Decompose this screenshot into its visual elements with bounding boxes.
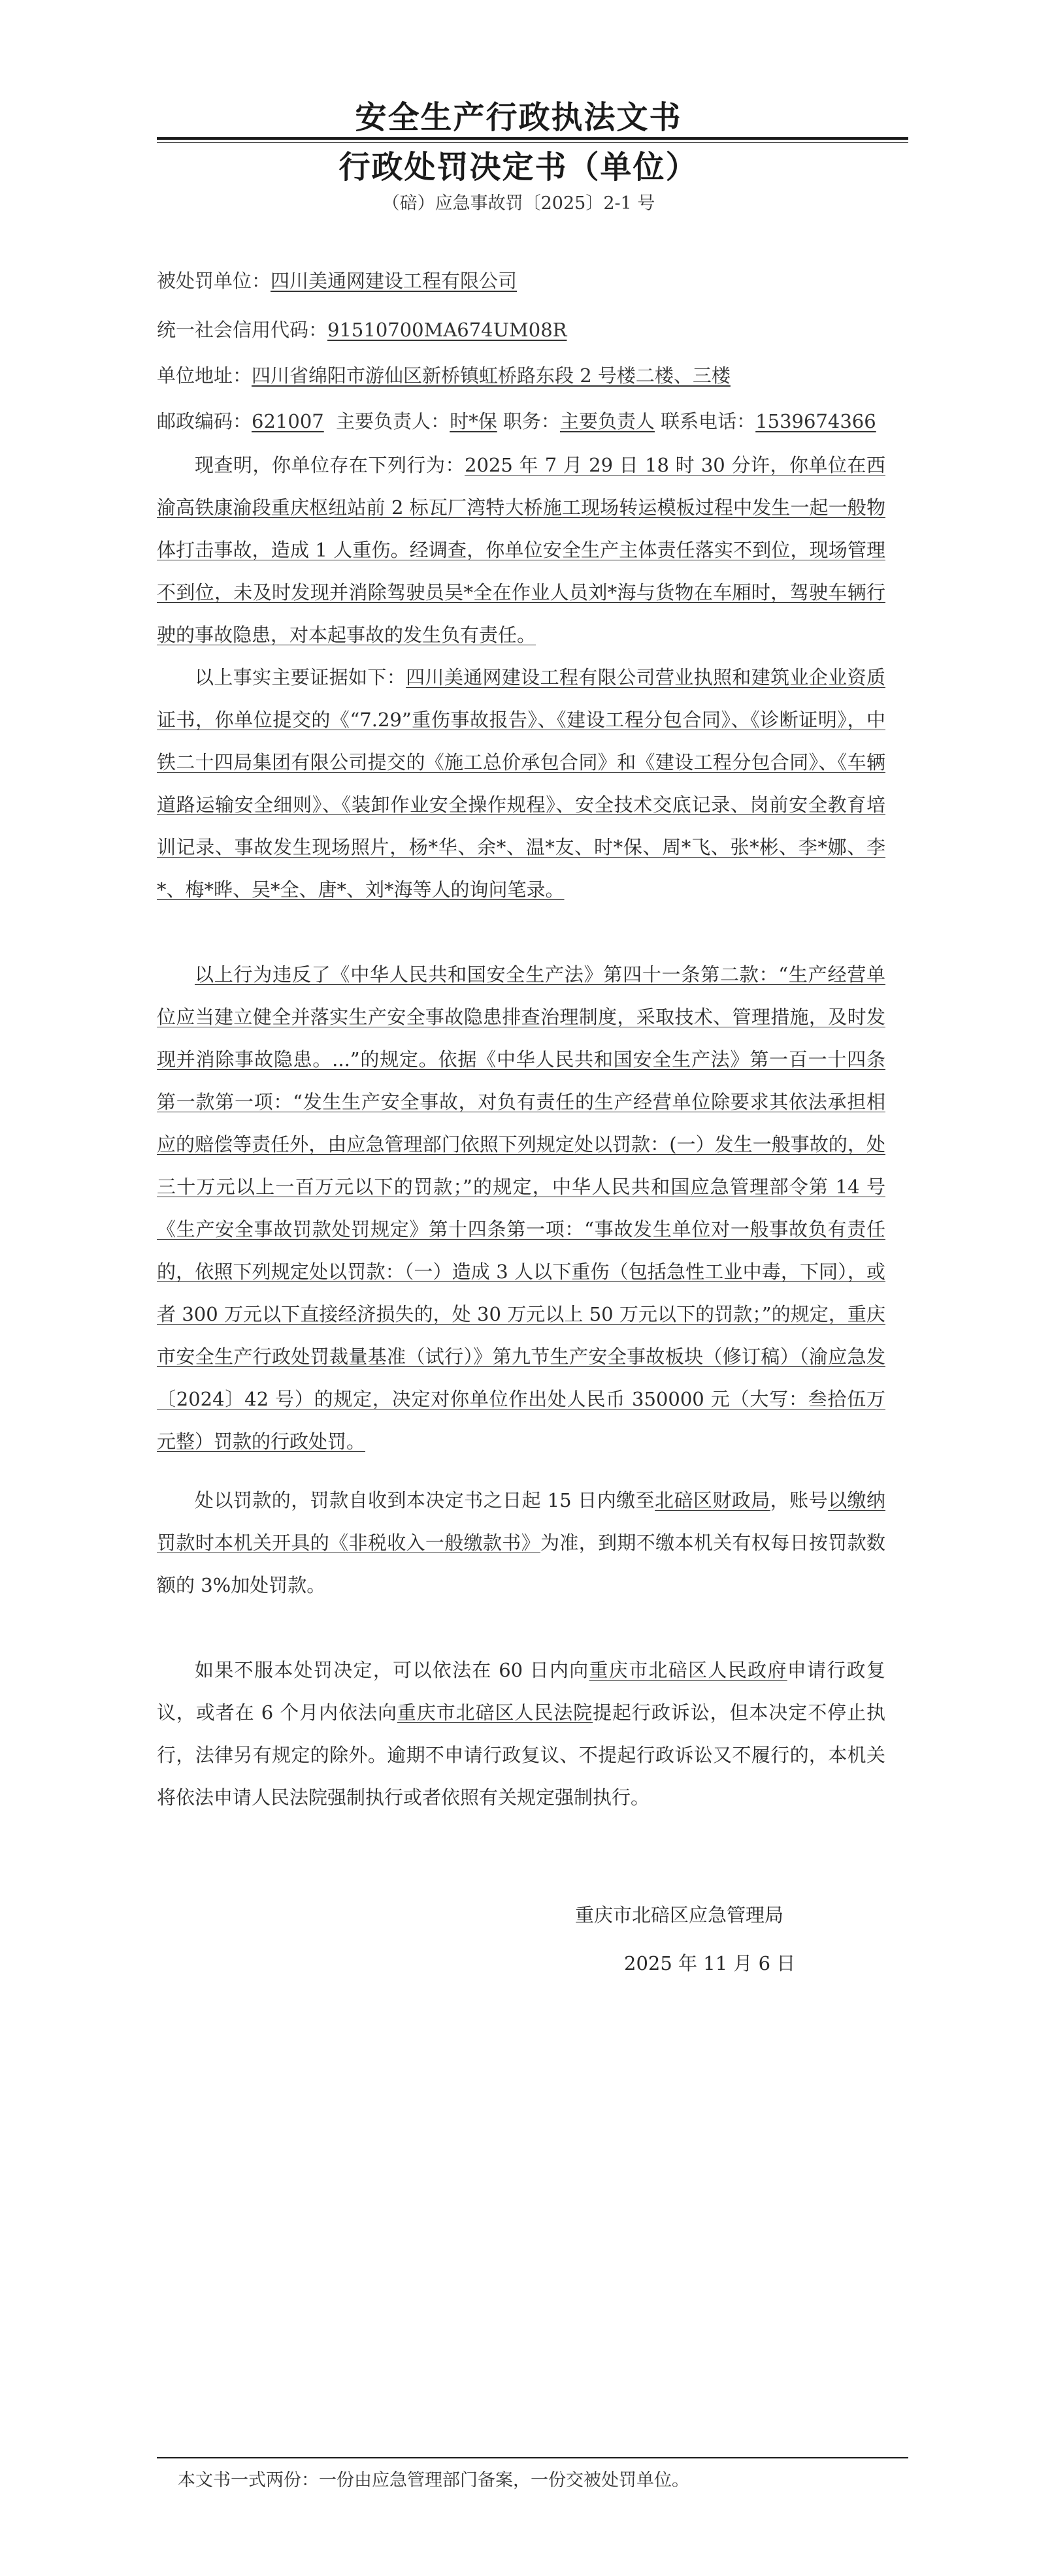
paragraph-legal-basis (157, 954, 885, 1463)
facts-body: 2025 年 7 月 29 日 18 时 30 分许，你单位在西渝高铁康渝段重庆枢纽站前 2 标瓦厂湾特大桥施工现场转运模板过程中发生一起一般物体打击事故，造成 1 人重伤。经调查，你单位安全生产主体责任落实不到位，现场管理不到位，未及时发现并消除驾驶员吴*全在作业人员刘*海与货物在车厢时，驾驶车辆行驶的事故隐患，对本起事故的发生负有责任。 (157, 454, 885, 646)
postcode-label: 邮政编码： (157, 410, 252, 432)
position-value: 主要负责人 (559, 410, 655, 432)
payment-account: 以缴纳罚款时本机关开具的《非税收入一般缴款书》 (157, 1489, 885, 1554)
position-label: 职务： (502, 410, 560, 432)
payment-a: 处以罚款的，罚款自收到本决定书之日起 15 日内缴至 (195, 1489, 655, 1511)
footer-note: 本文书一式两份：一份由应急管理部门备案，一份交被处罚单位。 (178, 2470, 689, 2490)
appeal-c: 申请行政复议，或者在 6 个月内依法向 (157, 1659, 885, 1724)
document-title: 安全生产行政执法文书 (355, 99, 682, 136)
evidence-body: 四川美通网建设工程有限公司营业执照和建筑业企业资质证书，你单位提交的《“7.29”重伤事故报告》、《建设工程分包合同》、《诊断证明》，中铁二十四局集团有限公司提交的《施工总价承包合同》和《建设工程分包合同》、《车辆道路运输安全细则》、《装卸作业安全操作规程》、安全技术交底记录、岗前安全教育培训记录、事故发生现场照片，杨*华、余*、温*友、时*保、周*飞、张*彬、李*娜、李*、梅*晔、吴*全、唐*、刘*海等人的询问笔录。 (157, 666, 885, 901)
paragraph-appeal (157, 1649, 885, 1819)
signature-date: 2025 年 11 月 6 日 (624, 1952, 796, 1974)
field-contact-line (157, 408, 908, 434)
principal-value: 时*保 (450, 410, 497, 432)
phone-label: 联系电话： (661, 410, 756, 432)
field-punished-unit (157, 268, 908, 294)
paragraph-facts (157, 444, 885, 656)
address-label: 单位地址： (157, 364, 252, 387)
title-rule-thin (157, 142, 908, 143)
document-number: （碚）应急事故罚〔2025〕2-1 号 (382, 193, 655, 214)
appeal-government: 重庆市北碚区人民政府 (589, 1659, 787, 1681)
appeal-e: 提起行政诉讼，但本决定不停止执行，法律另有规定的除外。逾期不申请行政复议、不提起行政诉讼又不履行的，本机关将依法申请人民法院强制执行或者依照有关规定强制执行。 (157, 1701, 885, 1809)
unit-value: 四川美通网建设工程有限公司 (271, 270, 518, 292)
payment-c: ，账号 (770, 1489, 829, 1511)
paragraph-evidence (157, 656, 885, 911)
signature-organization: 重庆市北碚区应急管理局 (575, 1904, 784, 1926)
unit-label: 被处罚单位： (157, 270, 271, 292)
paragraph-payment (157, 1479, 885, 1607)
document-subtitle: 行政处罚决定书（单位） (338, 149, 699, 185)
address-value: 四川省绵阳市游仙区新桥镇虹桥路东段 2 号楼二楼、三楼 (252, 364, 731, 387)
postcode-value: 621007 (252, 410, 324, 432)
payment-finance-bureau: 北碚区财政局 (655, 1489, 770, 1511)
phone-value: 1539674366 (755, 410, 876, 432)
title-rule-thick (157, 137, 908, 140)
field-unit-address (157, 362, 908, 389)
principal-label: 主要负责人： (336, 410, 450, 432)
payment-e: 为准，到期不缴本机关有权每日按罚款数额的 3%加处罚款。 (157, 1532, 885, 1596)
credit-value: 91510700MA674UM08R (327, 319, 567, 341)
footer-rule (157, 2457, 908, 2458)
evidence-lead: 以上事实主要证据如下： (195, 666, 406, 688)
appeal-court: 重庆市北碚区人民法院 (397, 1701, 593, 1724)
field-credit-code (157, 317, 908, 343)
appeal-a: 如果不服本处罚决定，可以依法在 60 日内向 (195, 1659, 589, 1681)
facts-lead: 现查明，你单位存在下列行为： (195, 454, 465, 476)
legal-basis-body: 以上行为违反了《中华人民共和国安全生产法》第四十一条第二款：“生产经营单位应当建立健全并落实生产安全事故隐患排查治理制度，采取技术、管理措施，及时发现并消除事故隐患。...”的规定。依据《中华人民共和国安全生产法》第一百一十四条第一款第一项：“发生生产安全事故，对负有责任的生产经营单位除要求其依法承担相应的赔偿等责任外，由应急管理部门依照下列规定处以罚款：(一）发生一般事故的，处三十万元以上一百万元以下的罚款；”的规定，中华人民共和国应急管理部令第 14 号《生产安全事故罚款处罚规定》第十四条第一项：“事故发生单位对一般事故负有责任的，依照下列规定处以罚款：（一）造成 3 人以下重伤（包括急性工业中毒，下同），或者 300 万元以下直接经济损失的，处 30 万元以上 50 万元以下的罚款；”的规定，重庆市安全生产行政处罚裁量基准（试行）》第九节生产安全事故板块（修订稿）（渝应急发〔2024〕42 号）的规定，决定对你单位作出处人民币 350000 元（大写：叁拾伍万元整）罚款的行政处罚。 (157, 963, 885, 1453)
credit-label: 统一社会信用代码： (157, 319, 328, 341)
